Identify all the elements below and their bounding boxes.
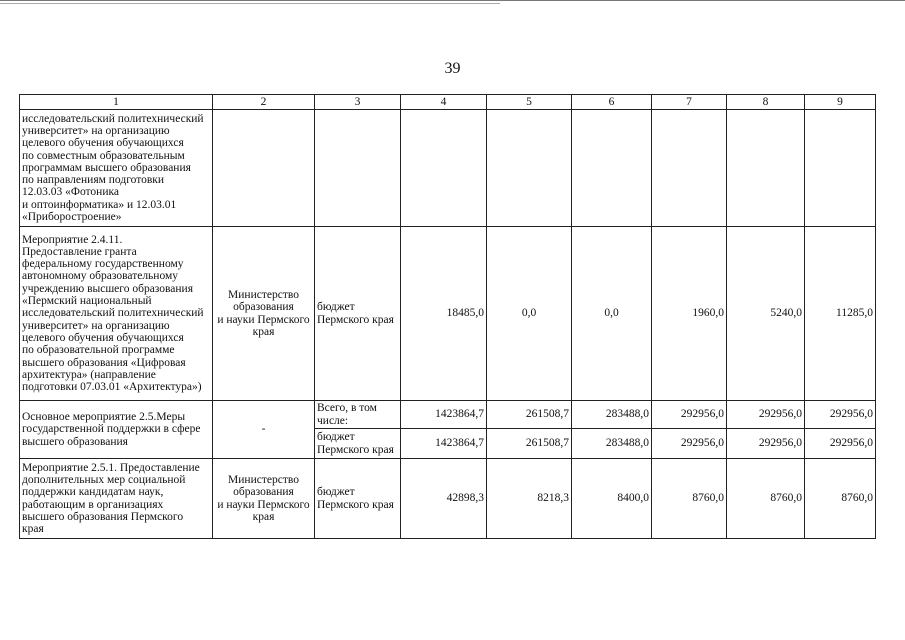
table-row-activity-2-4-11 — [20, 227, 876, 401]
amount-year-1: 8218,3 — [487, 459, 572, 539]
funding-source-text: Всего, в том числе: — [317, 402, 377, 427]
amount-year-2: 8400,0 — [572, 459, 652, 539]
column-header-5: 5 — [487, 95, 572, 110]
program-funding-table — [19, 94, 876, 539]
amount-total: 1423864,7 — [401, 401, 487, 429]
empty-cell — [652, 110, 727, 227]
column-header-9: 9 — [805, 95, 876, 110]
responsible-executor-text: Министерство образования и науки Пермского края — [217, 288, 310, 338]
funding-source-text: бюджет Пермского края — [317, 431, 394, 456]
activity-description — [20, 459, 213, 539]
page-number: 39 — [444, 60, 461, 77]
funding-source-text: бюджет Пермского края — [317, 301, 394, 326]
amount-year-5: 8760,0 — [805, 459, 876, 539]
funding-source — [315, 429, 401, 459]
funding-source — [315, 401, 401, 429]
empty-cell — [487, 110, 572, 227]
responsible-executor — [213, 459, 315, 539]
empty-cell — [213, 110, 315, 227]
amount-year-2: 0,0 — [572, 227, 652, 401]
responsible-executor: - — [213, 401, 315, 459]
responsible-executor-text: Министерство образования и науки Пермского края — [217, 473, 310, 523]
column-header-6: 6 — [572, 95, 652, 110]
amount-year-3: 8760,0 — [652, 459, 727, 539]
table-row-main-activity-2-5-total — [20, 401, 876, 429]
amount-year-4: 292956,0 — [727, 429, 805, 459]
funding-source — [315, 227, 401, 401]
amount-year-5: 11285,0 — [805, 227, 876, 401]
amount-year-4: 5240,0 — [727, 227, 805, 401]
activity-description — [20, 110, 213, 227]
activity-description-text: Мероприятие 2.5.1. Предоставление дополнительных мер социальной поддержки кандидатам наук, работающим в организациях высшего образования Пермского края — [22, 461, 200, 536]
amount-year-3: 1960,0 — [652, 227, 727, 401]
amount-year-1: 261508,7 — [487, 401, 572, 429]
amount-year-2: 283488,0 — [572, 401, 652, 429]
responsible-executor — [213, 227, 315, 401]
table-row-continuation — [20, 110, 876, 227]
amount-year-5: 292956,0 — [805, 401, 876, 429]
funding-source — [315, 459, 401, 539]
activity-description-text: исследовательский политехнический университет» на организацию целевого обучения обучающихся по совместным образовательным программам высшего образования по направлениям подготовки 12.03.03 «Фотоника и оптоинформатика» и 12.03.01 «Приборостроение» — [22, 112, 204, 224]
amount-total: 18485,0 — [401, 227, 487, 401]
column-header-8: 8 — [727, 95, 805, 110]
amount-year-1: 0,0 — [487, 227, 572, 401]
amount-year-1: 261508,7 — [487, 429, 572, 459]
empty-cell — [401, 110, 487, 227]
empty-cell — [805, 110, 876, 227]
column-header-4: 4 — [401, 95, 487, 110]
activity-description-text: Основное мероприятие 2.5.Меры государственной поддержки в сфере высшего образования — [22, 411, 201, 448]
empty-cell — [727, 110, 805, 227]
amount-year-3: 292956,0 — [652, 401, 727, 429]
activity-description — [20, 227, 213, 401]
funding-source-text: бюджет Пермского края — [317, 486, 394, 511]
empty-cell — [572, 110, 652, 227]
column-header-3: 3 — [315, 95, 401, 110]
amount-year-5: 292956,0 — [805, 429, 876, 459]
activity-description-text: Мероприятие 2.4.11. Предоставление гранта федеральному государственному автономному образовательному учреждению высшего образования «Пермский национальный исследовательский политехнический университет» на организацию целевого обучения обучающихся по образовательной программе высшего образования «Цифровая архитектура» (направление подготовки 07.03.01 «Архитектура») — [22, 233, 204, 394]
amount-year-4: 292956,0 — [727, 401, 805, 429]
column-header-2: 2 — [213, 95, 315, 110]
scan-border-top-secondary — [0, 3, 500, 6]
column-header-1: 1 — [20, 95, 213, 110]
column-header-7: 7 — [652, 95, 727, 110]
table-header-row — [20, 95, 876, 110]
amount-year-3: 292956,0 — [652, 429, 727, 459]
table-row-activity-2-5-1 — [20, 459, 876, 539]
amount-year-2: 283488,0 — [572, 429, 652, 459]
amount-year-4: 8760,0 — [727, 459, 805, 539]
empty-cell — [315, 110, 401, 227]
amount-total: 1423864,7 — [401, 429, 487, 459]
activity-description — [20, 401, 213, 459]
amount-total: 42898,3 — [401, 459, 487, 539]
